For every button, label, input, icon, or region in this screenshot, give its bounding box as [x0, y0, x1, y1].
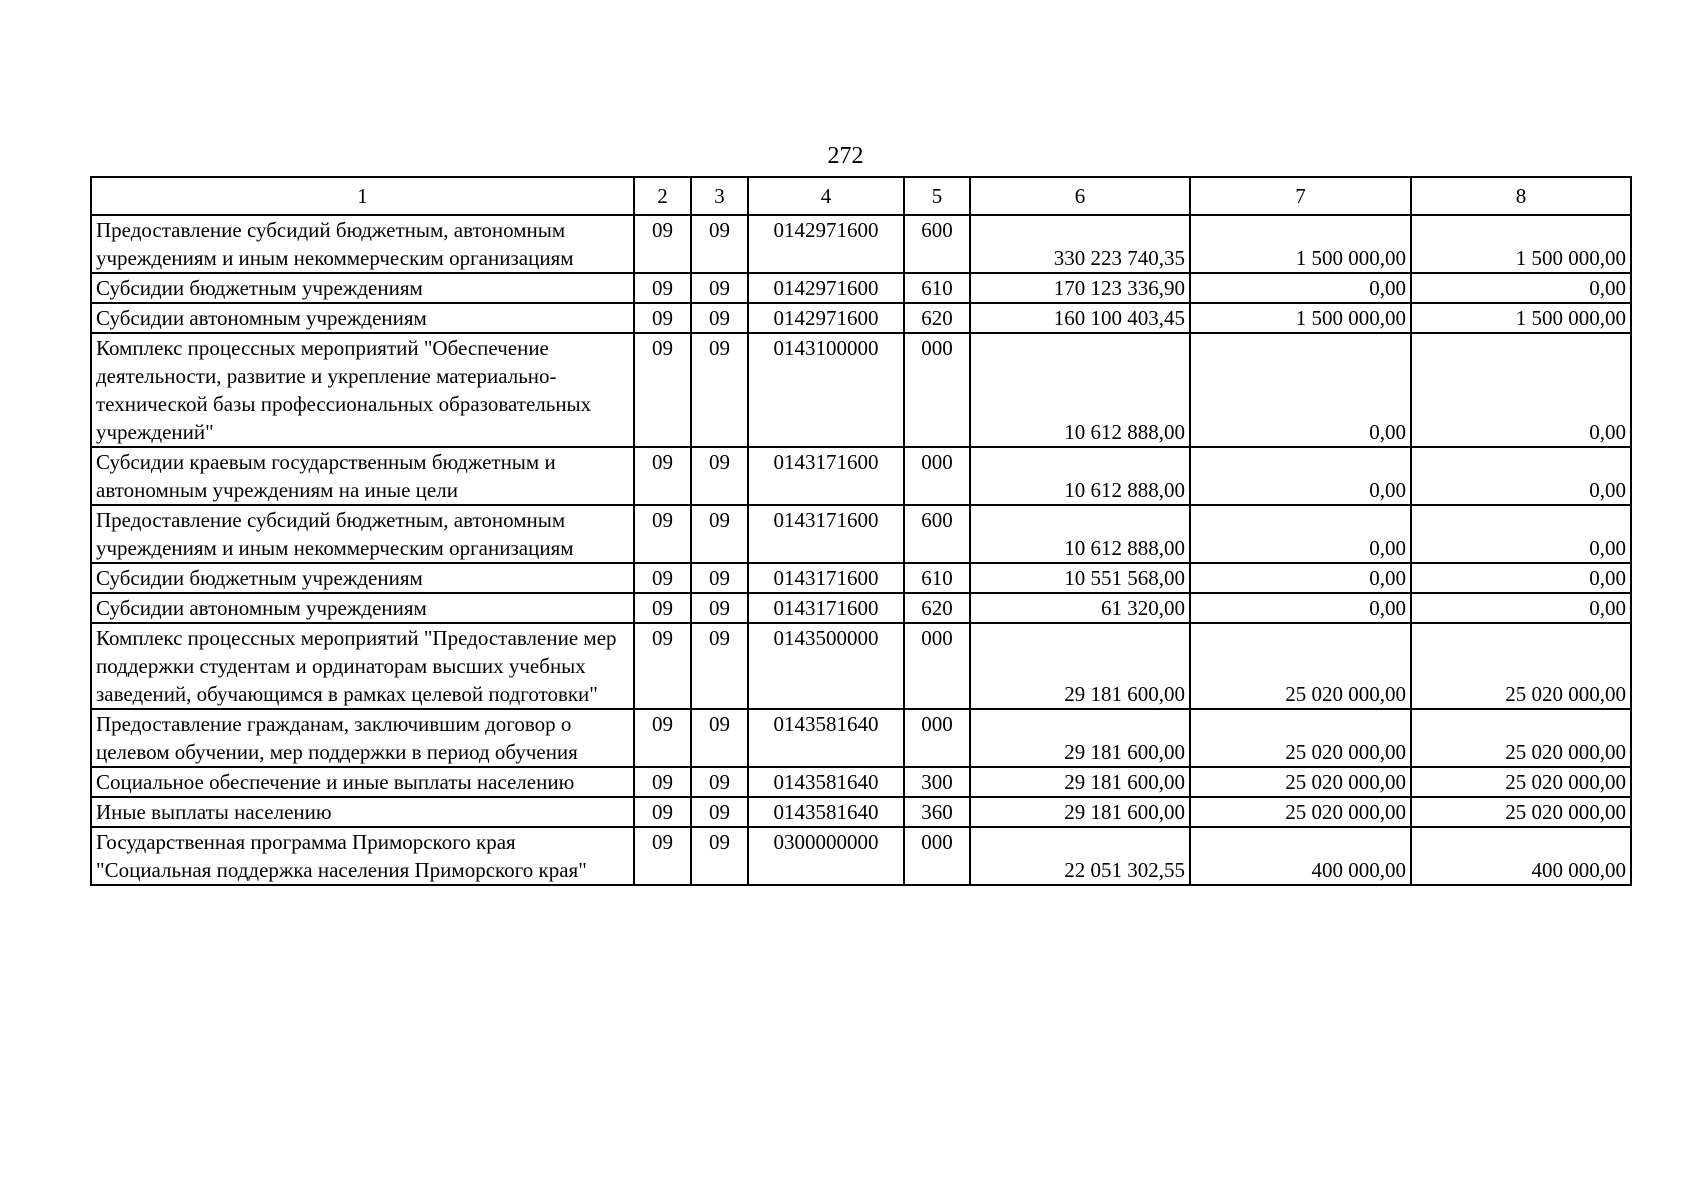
page-number: 272 — [827, 143, 864, 169]
subsection-code-cell: 09 — [691, 767, 748, 797]
amount-col8-cell: 0,00 — [1411, 447, 1631, 505]
amount-col8-cell: 0,00 — [1411, 505, 1631, 563]
amount-col6-cell: 10 612 888,00 — [970, 333, 1190, 447]
expense-type-cell: 600 — [904, 215, 970, 273]
table-row — [91, 827, 1631, 885]
column-number-cell: 2 — [634, 177, 691, 215]
item-name-cell: Комплекс процессных мероприятий "Обеспечение деятельности, развитие и укрепление материально-технической базы профессиональных образовательных учреждений" — [91, 333, 634, 447]
expense-type-cell: 300 — [904, 767, 970, 797]
subsection-code-cell: 09 — [691, 215, 748, 273]
expense-type-cell: 620 — [904, 593, 970, 623]
table-row — [91, 215, 1631, 273]
amount-col7-cell: 1 500 000,00 — [1190, 303, 1411, 333]
section-code-cell: 09 — [634, 273, 691, 303]
target-article-cell: 0143171600 — [748, 563, 904, 593]
expense-type-cell: 610 — [904, 563, 970, 593]
amount-col8-cell: 25 020 000,00 — [1411, 767, 1631, 797]
target-article-cell: 0143171600 — [748, 447, 904, 505]
amount-col6-cell: 10 551 568,00 — [970, 563, 1190, 593]
item-name-cell: Субсидии автономным учреждениям — [91, 593, 634, 623]
expense-type-cell: 000 — [904, 333, 970, 447]
table-row — [91, 623, 1631, 709]
section-code-cell: 09 — [634, 827, 691, 885]
expense-type-cell: 620 — [904, 303, 970, 333]
subsection-code-cell: 09 — [691, 303, 748, 333]
amount-col8-cell: 25 020 000,00 — [1411, 797, 1631, 827]
target-article-cell: 0143171600 — [748, 505, 904, 563]
target-article-cell: 0143581640 — [748, 709, 904, 767]
amount-col7-cell: 0,00 — [1190, 273, 1411, 303]
column-number-row — [91, 177, 1631, 215]
item-name-cell: Государственная программа Приморского края "Социальная поддержка населения Приморского края" — [91, 827, 634, 885]
column-number-cell: 6 — [970, 177, 1190, 215]
expense-type-cell: 000 — [904, 447, 970, 505]
section-code-cell: 09 — [634, 303, 691, 333]
subsection-code-cell: 09 — [691, 333, 748, 447]
amount-col7-cell: 25 020 000,00 — [1190, 797, 1411, 827]
target-article-cell: 0142971600 — [748, 273, 904, 303]
amount-col7-cell: 1 500 000,00 — [1190, 215, 1411, 273]
section-code-cell: 09 — [634, 505, 691, 563]
amount-col8-cell: 0,00 — [1411, 273, 1631, 303]
expense-type-cell: 600 — [904, 505, 970, 563]
amount-col8-cell: 1 500 000,00 — [1411, 303, 1631, 333]
amount-col7-cell: 0,00 — [1190, 593, 1411, 623]
item-name-cell: Предоставление субсидий бюджетным, автономным учреждениям и иным некоммерческим организациям — [91, 505, 634, 563]
item-name-cell: Предоставление гражданам, заключившим договор о целевом обучении, мер поддержки в период обучения — [91, 709, 634, 767]
amount-col6-cell: 29 181 600,00 — [970, 623, 1190, 709]
table-row — [91, 709, 1631, 767]
amount-col8-cell: 1 500 000,00 — [1411, 215, 1631, 273]
item-name-cell: Субсидии автономным учреждениям — [91, 303, 634, 333]
amount-col8-cell: 0,00 — [1411, 563, 1631, 593]
table-row — [91, 593, 1631, 623]
amount-col7-cell: 0,00 — [1190, 447, 1411, 505]
amount-col6-cell: 10 612 888,00 — [970, 447, 1190, 505]
subsection-code-cell: 09 — [691, 827, 748, 885]
table-row — [91, 767, 1631, 797]
table-row — [91, 563, 1631, 593]
amount-col6-cell: 61 320,00 — [970, 593, 1190, 623]
expense-type-cell: 360 — [904, 797, 970, 827]
subsection-code-cell: 09 — [691, 593, 748, 623]
item-name-cell: Субсидии краевым государственным бюджетным и автономным учреждениям на иные цели — [91, 447, 634, 505]
item-name-cell: Иные выплаты населению — [91, 797, 634, 827]
item-name-cell: Субсидии бюджетным учреждениям — [91, 563, 634, 593]
target-article-cell: 0143581640 — [748, 767, 904, 797]
amount-col7-cell: 0,00 — [1190, 333, 1411, 447]
section-code-cell: 09 — [634, 593, 691, 623]
subsection-code-cell: 09 — [691, 797, 748, 827]
amount-col8-cell: 25 020 000,00 — [1411, 623, 1631, 709]
column-number-cell: 5 — [904, 177, 970, 215]
item-name-cell: Комплекс процессных мероприятий "Предоставление мер поддержки студентам и ординаторам высших учебных заведений, обучающимся в рамках целевой подготовки" — [91, 623, 634, 709]
item-name-cell: Предоставление субсидий бюджетным, автономным учреждениям и иным некоммерческим организациям — [91, 215, 634, 273]
table-row — [91, 303, 1631, 333]
target-article-cell: 0300000000 — [748, 827, 904, 885]
column-number-cell: 4 — [748, 177, 904, 215]
amount-col6-cell: 29 181 600,00 — [970, 767, 1190, 797]
amount-col6-cell: 170 123 336,90 — [970, 273, 1190, 303]
expense-type-cell: 610 — [904, 273, 970, 303]
table-row — [91, 333, 1631, 447]
target-article-cell: 0143100000 — [748, 333, 904, 447]
amount-col6-cell: 10 612 888,00 — [970, 505, 1190, 563]
column-number-cell: 8 — [1411, 177, 1631, 215]
subsection-code-cell: 09 — [691, 709, 748, 767]
expense-type-cell: 000 — [904, 623, 970, 709]
section-code-cell: 09 — [634, 563, 691, 593]
expense-type-cell: 000 — [904, 827, 970, 885]
section-code-cell: 09 — [634, 623, 691, 709]
subsection-code-cell: 09 — [691, 505, 748, 563]
table-row — [91, 797, 1631, 827]
table-row — [91, 447, 1631, 505]
target-article-cell: 0142971600 — [748, 303, 904, 333]
amount-col7-cell: 25 020 000,00 — [1190, 623, 1411, 709]
amount-col6-cell: 160 100 403,45 — [970, 303, 1190, 333]
budget-table — [90, 176, 1632, 886]
amount-col7-cell: 0,00 — [1190, 563, 1411, 593]
subsection-code-cell: 09 — [691, 623, 748, 709]
amount-col8-cell: 0,00 — [1411, 333, 1631, 447]
target-article-cell: 0143171600 — [748, 593, 904, 623]
amount-col7-cell: 25 020 000,00 — [1190, 709, 1411, 767]
amount-col7-cell: 25 020 000,00 — [1190, 767, 1411, 797]
amount-col8-cell: 400 000,00 — [1411, 827, 1631, 885]
section-code-cell: 09 — [634, 797, 691, 827]
table-row — [91, 505, 1631, 563]
section-code-cell: 09 — [634, 767, 691, 797]
section-code-cell: 09 — [634, 447, 691, 505]
subsection-code-cell: 09 — [691, 563, 748, 593]
subsection-code-cell: 09 — [691, 273, 748, 303]
item-name-cell: Субсидии бюджетным учреждениям — [91, 273, 634, 303]
target-article-cell: 0143581640 — [748, 797, 904, 827]
target-article-cell: 0143500000 — [748, 623, 904, 709]
column-number-cell: 7 — [1190, 177, 1411, 215]
amount-col7-cell: 0,00 — [1190, 505, 1411, 563]
amount-col6-cell: 330 223 740,35 — [970, 215, 1190, 273]
item-name-cell: Социальное обеспечение и иные выплаты населению — [91, 767, 634, 797]
amount-col6-cell: 29 181 600,00 — [970, 797, 1190, 827]
subsection-code-cell: 09 — [691, 447, 748, 505]
amount-col6-cell: 22 051 302,55 — [970, 827, 1190, 885]
table-row — [91, 273, 1631, 303]
amount-col6-cell: 29 181 600,00 — [970, 709, 1190, 767]
section-code-cell: 09 — [634, 215, 691, 273]
column-number-cell: 1 — [91, 177, 634, 215]
column-number-cell: 3 — [691, 177, 748, 215]
section-code-cell: 09 — [634, 333, 691, 447]
amount-col8-cell: 25 020 000,00 — [1411, 709, 1631, 767]
expense-type-cell: 000 — [904, 709, 970, 767]
section-code-cell: 09 — [634, 709, 691, 767]
target-article-cell: 0142971600 — [748, 215, 904, 273]
amount-col8-cell: 0,00 — [1411, 593, 1631, 623]
amount-col7-cell: 400 000,00 — [1190, 827, 1411, 885]
